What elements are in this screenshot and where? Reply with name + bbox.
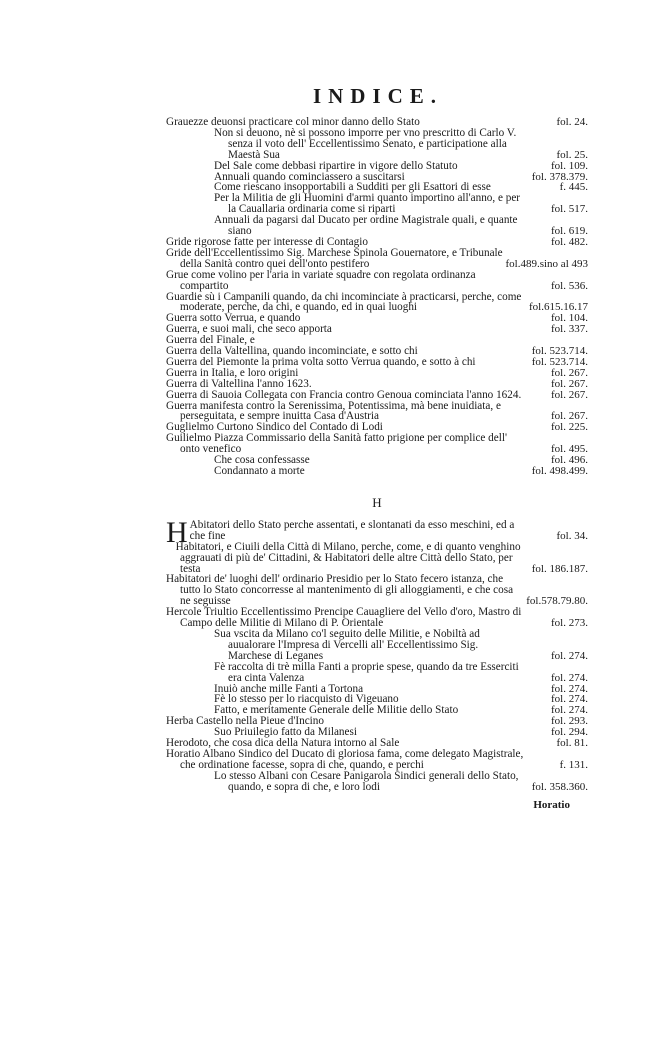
entry-text: Fatto, e meritamente Generale delle Militie dello Stato xyxy=(214,704,459,717)
entry-ref: fol. 294. xyxy=(551,726,588,739)
entry-ref: fol. 109. xyxy=(551,159,588,172)
index-entry xyxy=(166,128,588,161)
index-entry xyxy=(166,193,588,215)
entry-text: Herodoto, che cosa dica della Natura intorno al Sale xyxy=(166,737,400,750)
entry-text: Habitatori de' luoghi dell' ordinario Presidio per lo Stato fecero istanza, che tutto lo Stato concorresse al mantenimento di gli alloggiamenti, e che cosa ne seguisse xyxy=(166,573,514,608)
entry-ref: fol. 523.714. xyxy=(531,355,588,368)
entry-text: Abitatori dello Stato perche assentati, e slontanati da esso meschini, ed a che fine xyxy=(189,518,515,542)
entry-ref: fol.578.79.80. xyxy=(526,595,588,608)
index-entry xyxy=(166,466,588,477)
entry-text: Habitatori, e Ciuili della Città di Milano, perche, come, e di quanto venghino aggrauati di più de' Cittadini, & Habitatori delle altre Città dello Stato, per testa xyxy=(175,540,521,575)
index-entry xyxy=(166,542,588,575)
drop-cap: H xyxy=(166,515,188,549)
entry-ref: fol. 274. xyxy=(551,693,588,706)
entry-text: Horatio Albano Sindico del Ducato di gloriosa fama, come delegato Magistrale, che ordinatione facesse, sopra di che, quando, e perchi xyxy=(166,747,524,771)
entry-ref: fol. 34. xyxy=(556,529,588,542)
entry-ref: fol. 358.360. xyxy=(531,780,588,793)
entry-text: Guerra del Finale, e xyxy=(166,334,255,347)
entry-ref: fol. 517. xyxy=(551,203,588,216)
entry-text: Fè lo stesso per lo riacquisto di Vigeuano xyxy=(214,693,399,706)
entry-ref: fol.615.16.17 xyxy=(529,301,588,314)
catchword: Horatio xyxy=(533,798,570,811)
entry-text: Guilielmo Piazza Commissario della Sanità fatto prigione per complice dell' onto venefico xyxy=(166,432,507,456)
entry-ref: fol. 274. xyxy=(551,682,588,695)
entry-text: Guerra della Valtellina, quando incominciate, e sotto chi xyxy=(166,345,418,358)
index-entry xyxy=(166,629,588,662)
entry-text: Herba Castello nella Pieue d'Incino xyxy=(166,715,324,728)
index-entry xyxy=(166,390,588,401)
entry-text: Guerra del Piemonte la prima volta sotto Verrua quando, e sotto à chi xyxy=(166,355,476,368)
index-entry xyxy=(166,215,588,237)
entry-text: Guerra manifesta contro la Serenissima, Potentissima, mà bene inuidiata, e perseguitata, e sempre inuitta Casa d'Austria xyxy=(166,399,501,423)
index-entry xyxy=(166,433,588,455)
entry-ref: fol. 378.379. xyxy=(531,170,588,183)
entry-ref: fol. 498.499. xyxy=(531,465,588,477)
entry-ref: fol. 24. xyxy=(556,116,588,128)
entry-ref: fol. 273. xyxy=(551,617,588,630)
entry-ref: fol. 274. xyxy=(551,649,588,662)
entry-ref: fol. 25. xyxy=(556,148,588,161)
entry-ref: fol. 293. xyxy=(551,715,588,728)
entry-ref: fol. 274. xyxy=(551,671,588,684)
entry-ref: fol. 619. xyxy=(551,225,588,238)
index-entry xyxy=(166,401,588,423)
entry-text: Annuali quando cominciassero a suscitarsi xyxy=(214,170,405,183)
index-entry xyxy=(166,161,588,172)
index-entries-g xyxy=(166,117,588,477)
entry-text: Come riescano insopportabili a Sudditi per gli Esattori di esse xyxy=(214,181,491,194)
entry-text: Annuali da pagarsi dal Ducato per ordine Magistrale quali, e quante siano xyxy=(214,214,518,238)
index-entry xyxy=(166,248,588,270)
entry-text: Gride rigorose fatte per interesse di Contagio xyxy=(166,235,368,248)
entry-text: Sua vscita da Milano co'l seguito delle Militie, e Nobiltà ad auualorare l'Impresa di Vercelli all' Eccellentissimo Sig. Marchese di Leganes xyxy=(214,627,480,662)
entry-ref: fol. 496. xyxy=(551,454,588,467)
entry-ref: fol. 186.187. xyxy=(531,562,588,575)
entry-ref: fol. 81. xyxy=(556,737,588,750)
index-entry xyxy=(166,574,588,607)
entry-ref: fol. 274. xyxy=(551,704,588,717)
entry-text: Inuiò anche mille Fanti a Tortona xyxy=(214,682,364,695)
entry-text: Guerra in Italia, e loro origini xyxy=(166,366,299,379)
entry-text: Lo stesso Albani con Cesare Panigarola Sindici generali dello Stato, quando, e sopra di che, e loro lodi xyxy=(214,769,519,793)
index-entry xyxy=(166,270,588,292)
entry-ref: fol. 267. xyxy=(551,377,588,390)
entry-text: Fè raccolta di trè milla Fanti a proprie spese, quando da tre Esserciti era cinta Valenza xyxy=(214,660,519,684)
index-block xyxy=(166,117,588,811)
section-letter-h: H xyxy=(372,494,382,510)
entry-ref: fol.489.sino al 493 xyxy=(505,257,588,270)
entry-text: Condannato a morte xyxy=(214,465,305,477)
entry-ref: fol. 267. xyxy=(551,388,588,401)
index-entry xyxy=(166,607,588,629)
entry-ref: fol. 337. xyxy=(551,323,588,336)
entry-text: Suo Priuilegio fatto da Milanesi xyxy=(214,726,357,739)
entry-text: Guglielmo Curtono Sindico del Contado di Lodi xyxy=(166,421,383,434)
entry-text: Guerra di Valtellina l'anno 1623. xyxy=(166,377,312,390)
entry-text: Gride dell'Eccellentissimo Sig. Marchese Spinola Gouernatore, e Tribunale della Sanità contro quei dell'onto pestifero xyxy=(166,246,503,270)
index-entry xyxy=(166,771,588,793)
index-entry-dropcap xyxy=(166,515,588,549)
entry-text: Che cosa confessasse xyxy=(214,454,310,467)
index-entry xyxy=(166,749,588,771)
entry-ref: fol. 495. xyxy=(551,443,588,456)
index-entry xyxy=(166,662,588,684)
entry-text: Del Sale come debbasi ripartire in vigore dello Statuto xyxy=(214,159,458,172)
entry-text: Hercole Triultio Eccellentissimo Prencipe Cauagliere del Vello d'oro, Mastro di Campo delle Militie di Milano di P. Orientale xyxy=(166,606,522,630)
index-entry xyxy=(166,292,588,314)
entry-text: Guardie sù i Campanili quando, da chi incominciate à practicarsi, perche, come moderate, perche, da chi, e quando, ed in quai luoghi xyxy=(166,290,522,314)
entry-ref: fol. 482. xyxy=(551,235,588,248)
entry-text: Guerra sotto Verrua, e quando xyxy=(166,312,301,325)
entry-text: Per la Militia de gli Huomini d'armi quanto importino all'anno, e per la Cauallaria ordinaria come si riparti xyxy=(214,192,521,216)
entry-ref: fol. 267. xyxy=(551,410,588,423)
entry-ref: fol. 523.714. xyxy=(531,345,588,358)
entry-ref: fol. 225. xyxy=(551,421,588,434)
entry-ref: f. 445. xyxy=(559,181,588,194)
entry-ref: fol. 267. xyxy=(551,366,588,379)
entry-text: Grue come volino per l'aria in variate squadre con regolata ordinanza compartito xyxy=(166,268,476,292)
entry-ref: fol. 104. xyxy=(551,312,588,325)
entry-text: Guerra di Sauoia Collegata con Francia contro Genoua cominciata l'anno 1624. xyxy=(166,388,522,401)
entry-text: Grauezze deuonsi practicare col minor danno dello Stato xyxy=(166,116,420,128)
entry-ref: f. 131. xyxy=(559,758,588,771)
page-title: INDICE. xyxy=(312,84,444,108)
entry-ref: fol. 536. xyxy=(551,279,588,292)
entry-text: Guerra, e suoi mali, che seco apporta xyxy=(166,323,332,336)
index-entries-h xyxy=(166,542,588,793)
entry-text: Non si deuono, nè si possono imporre per vno prescritto di Carlo V. senza il voto dell' Eccellentissimo Senato, e participatione alla Maestà Sua xyxy=(214,126,517,161)
